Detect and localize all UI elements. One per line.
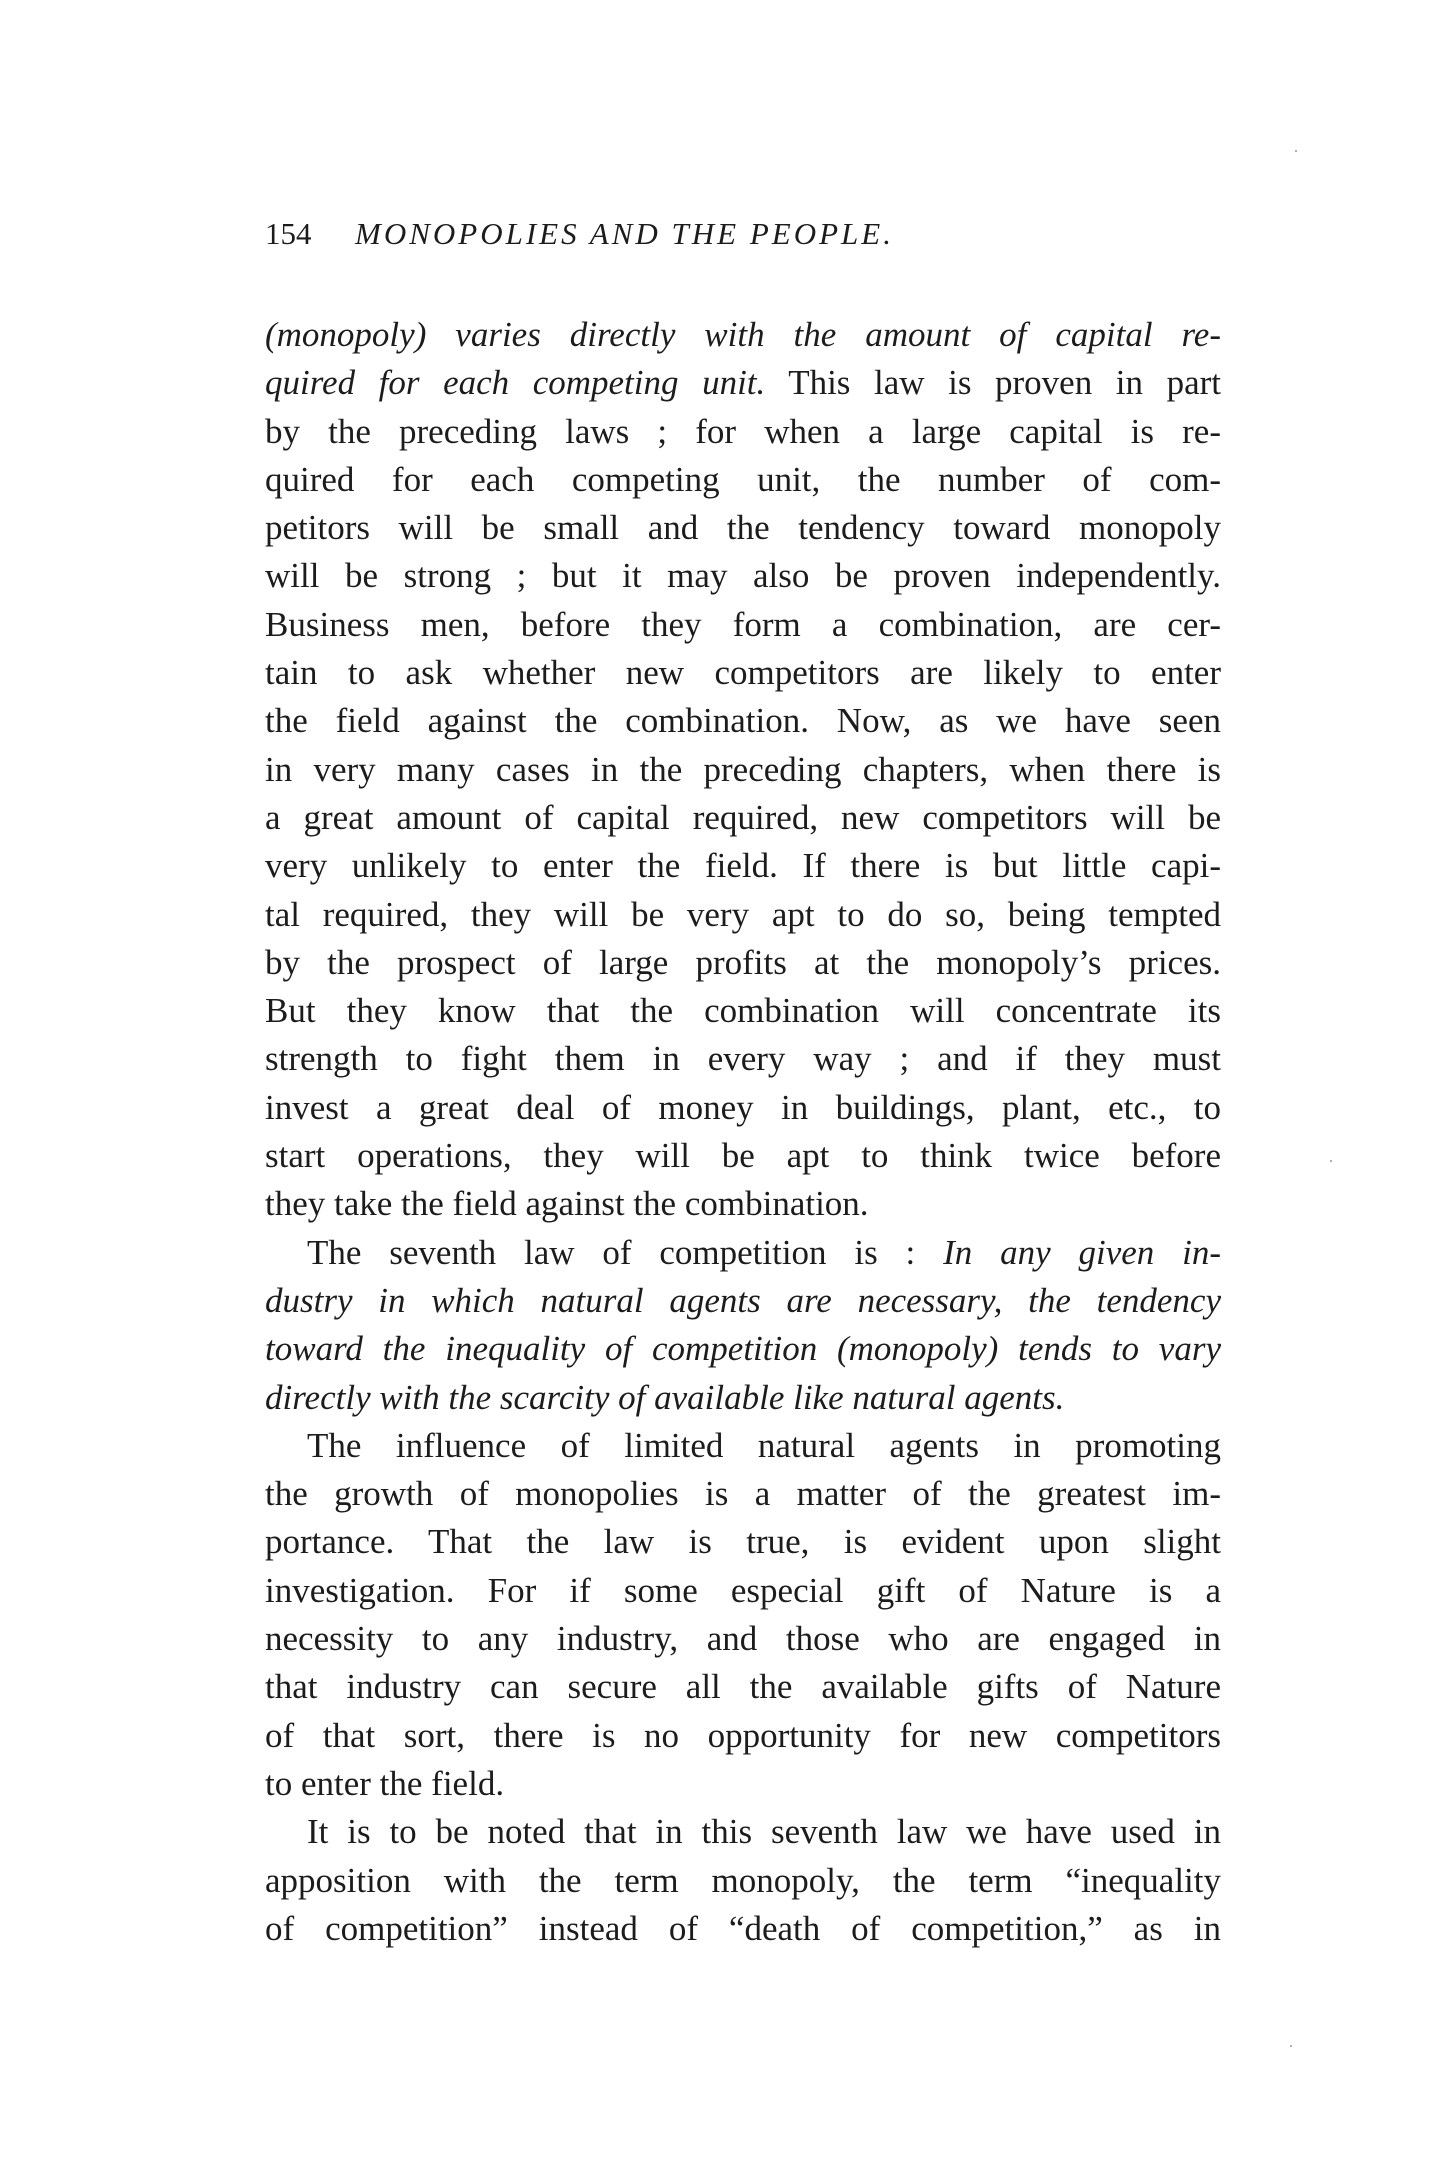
text-line <box>265 408 1221 456</box>
text-segment: a great amount of capital required, new competitors will be <box>265 797 1221 837</box>
text-line <box>265 794 1221 842</box>
text-segment: to enter the field. <box>265 1763 505 1803</box>
italic-text-segment: directly with the scarcity of available like natural agents. <box>265 1377 1065 1417</box>
scan-speck <box>1330 1160 1332 1162</box>
text-line <box>265 601 1221 649</box>
text-line <box>265 891 1221 939</box>
text-segment: The influence of limited natural agents in promoting <box>307 1425 1221 1465</box>
paragraph <box>265 1229 1221 1422</box>
text-line <box>265 1084 1221 1132</box>
paragraph <box>265 1422 1221 1808</box>
text-segment: But they know that the combination will concentrate its <box>265 991 1221 1031</box>
page-body-text <box>265 311 1221 1953</box>
italic-text-segment: toward the inequality of competition (monopoly) tends to vary <box>265 1329 1221 1369</box>
text-line <box>265 456 1221 504</box>
text-segment: apposition with the term monopoly, the term “inequality <box>265 1860 1221 1900</box>
text-line <box>265 1229 1221 1277</box>
text-line <box>265 1857 1221 1905</box>
text-line <box>265 1663 1221 1711</box>
text-segment: of competition” instead of “death of competition,” as in <box>265 1908 1221 1948</box>
text-segment: strength to fight them in every way ; and if they must <box>265 1039 1221 1079</box>
text-segment: Business men, before they form a combination, are cer- <box>265 604 1221 644</box>
text-line <box>265 552 1221 600</box>
text-line <box>265 939 1221 987</box>
text-line <box>265 1615 1221 1663</box>
text-line <box>265 1567 1221 1615</box>
text-segment: start operations, they will be apt to think twice before <box>265 1136 1221 1176</box>
text-line <box>265 1325 1221 1373</box>
italic-text-segment: In any given in- <box>943 1232 1221 1272</box>
text-line <box>265 1374 1221 1422</box>
text-segment: by the preceding laws ; for when a large capital is re- <box>265 411 1221 451</box>
scan-speck <box>1295 150 1297 152</box>
text-segment: by the prospect of large profits at the monopoly’s prices. <box>265 942 1221 982</box>
text-segment: quired for each competing unit, the number of com- <box>265 459 1221 499</box>
text-segment: petitors will be small and the tendency toward monopoly <box>265 508 1221 548</box>
text-segment: tain to ask whether new competitors are likely to enter <box>265 653 1221 693</box>
text-segment: invest a great deal of money in buildings, plant, etc., to <box>265 1087 1221 1127</box>
text-segment: The seventh law of competition is : <box>307 1232 944 1272</box>
text-segment: very unlikely to enter the field. If there is but little capi- <box>265 846 1221 886</box>
text-segment: the field against the combination. Now, as we have seen <box>265 701 1221 741</box>
scan-speck <box>1290 2045 1292 2047</box>
text-line <box>265 311 1221 359</box>
text-line <box>265 1712 1221 1760</box>
text-segment: of that sort, there is no opportunity for new competitors <box>265 1715 1221 1755</box>
text-line <box>265 1277 1221 1325</box>
text-segment: they take the field against the combination. <box>265 1184 869 1224</box>
text-line <box>265 1808 1221 1856</box>
text-segment: investigation. For if some especial gift of Nature is a <box>265 1570 1221 1610</box>
text-line <box>265 504 1221 552</box>
text-line <box>265 649 1221 697</box>
paragraph <box>265 311 1221 1229</box>
text-segment: in very many cases in the preceding chapters, when there is <box>265 749 1221 789</box>
italic-text-segment: dustry in which natural agents are necessary, the tendency <box>265 1280 1221 1320</box>
text-line <box>265 1132 1221 1180</box>
text-segment: It is to be noted that in this seventh law we have used in <box>307 1812 1221 1852</box>
text-segment: that industry can secure all the available gifts of Nature <box>265 1667 1221 1707</box>
running-title: MONOPOLIES AND THE PEOPLE. <box>355 216 894 251</box>
paragraph <box>265 1808 1221 1953</box>
text-line <box>265 1905 1221 1953</box>
text-line <box>265 1518 1221 1566</box>
text-segment: This law is proven in part <box>765 363 1221 403</box>
text-line <box>265 987 1221 1035</box>
text-line <box>265 1422 1221 1470</box>
text-segment: tal required, they will be very apt to do so, being tempted <box>265 894 1221 934</box>
text-line <box>265 842 1221 890</box>
page-header <box>265 216 1165 262</box>
italic-text-segment: quired for each competing unit. <box>265 363 766 403</box>
text-line <box>265 359 1221 407</box>
text-line <box>265 697 1221 745</box>
text-line <box>265 1470 1221 1518</box>
text-segment: the growth of monopolies is a matter of the greatest im- <box>265 1474 1221 1514</box>
italic-text-segment: (monopoly) varies directly with the amount of capital re- <box>265 315 1221 354</box>
text-line <box>265 1180 1221 1228</box>
text-line <box>265 1760 1221 1808</box>
text-line <box>265 746 1221 794</box>
text-line <box>265 1035 1221 1083</box>
page-number: 154 <box>265 216 312 251</box>
text-segment: necessity to any industry, and those who are engaged in <box>265 1619 1221 1659</box>
text-segment: portance. That the law is true, is evident upon slight <box>265 1522 1221 1562</box>
text-segment: will be strong ; but it may also be proven independently. <box>265 556 1221 596</box>
